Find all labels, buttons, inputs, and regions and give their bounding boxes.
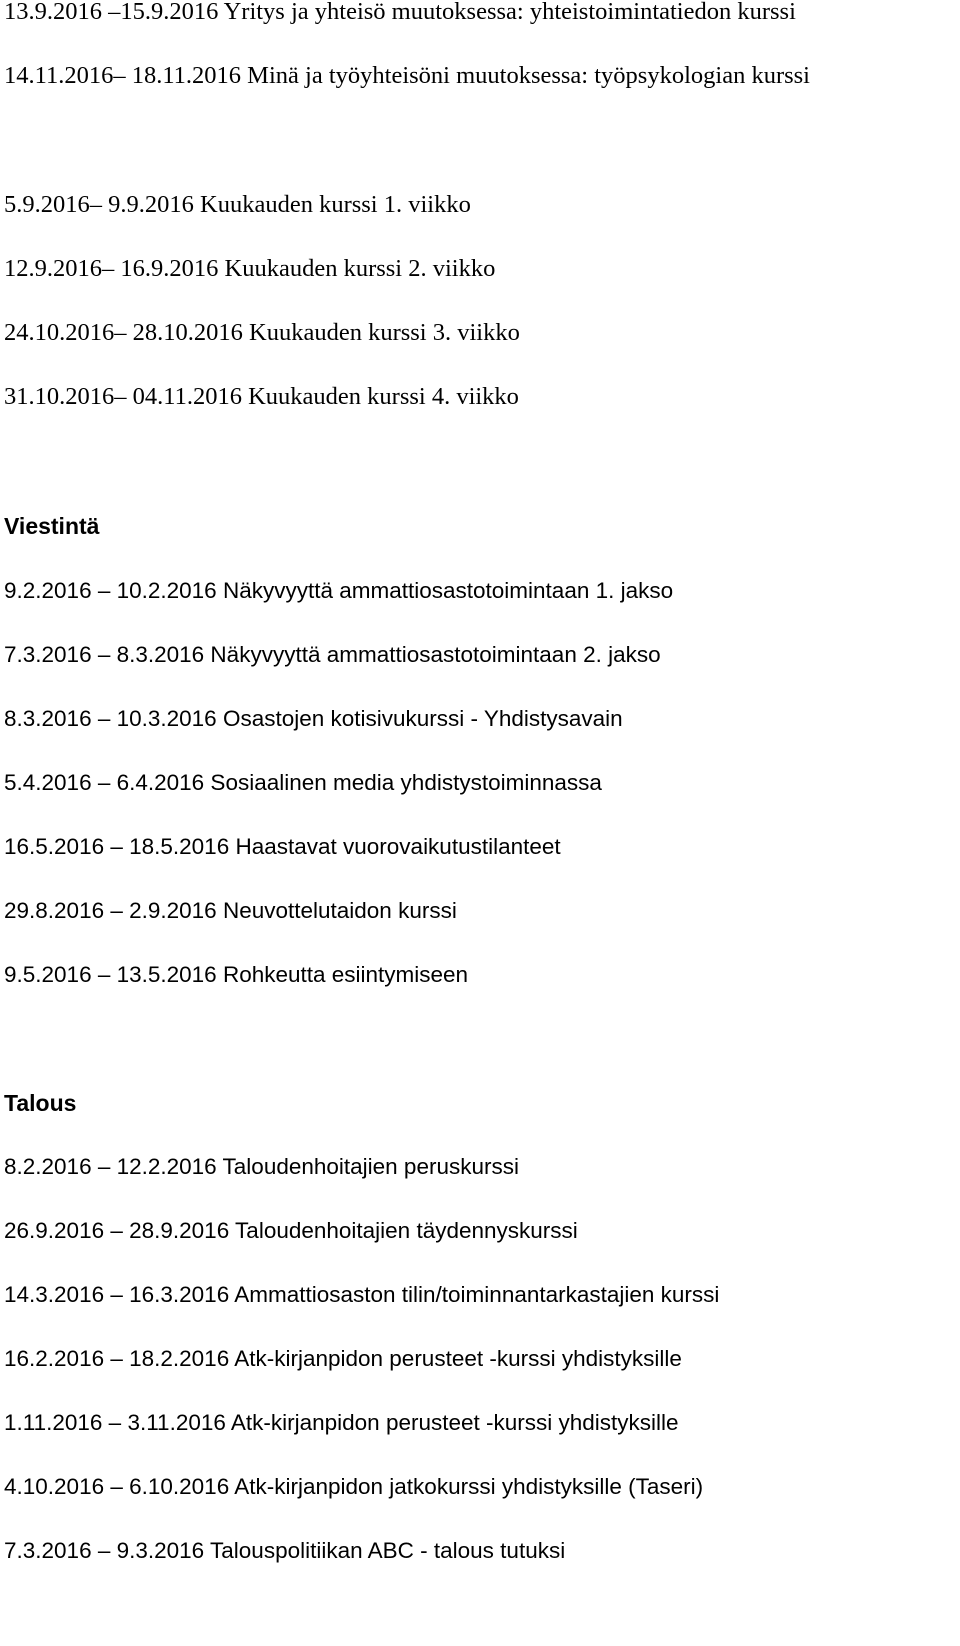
course-line: 29.8.2016 – 2.9.2016 Neuvottelutaidon kurssi	[4, 898, 457, 923]
course-line: 5.4.2016 – 6.4.2016 Sosiaalinen media yhdistystoiminnassa	[4, 770, 602, 795]
course-line: 24.10.2016– 28.10.2016 Kuukauden kurssi 3. viikko	[4, 319, 520, 346]
course-line: 16.5.2016 – 18.5.2016 Haastavat vuorovaikutustilanteet	[4, 834, 561, 859]
section-heading-viestinta: Viestintä	[4, 513, 100, 539]
course-line: 9.5.2016 – 13.5.2016 Rohkeutta esiintymiseen	[4, 962, 469, 987]
course-line: 26.9.2016 – 28.9.2016 Taloudenhoitajien täydennyskurssi	[4, 1218, 578, 1243]
course-line: 14.11.2016– 18.11.2016 Minä ja työyhteisöni muutoksessa: työpsykologian kurssi	[4, 62, 810, 89]
course-line: 14.3.2016 – 16.3.2016 Ammattiosaston tilin/toiminnantarkastajien kurssi	[4, 1282, 720, 1307]
course-line: 4.10.2016 – 6.10.2016 Atk-kirjanpidon jatkokurssi yhdistyksille (Taseri)	[4, 1474, 704, 1499]
course-line: 7.3.2016 – 8.3.2016 Näkyvyyttä ammattiosastotoimintaan 2. jakso	[4, 642, 661, 667]
course-line: 12.9.2016– 16.9.2016 Kuukauden kurssi 2. viikko	[4, 255, 496, 282]
course-line: 8.3.2016 – 10.3.2016 Osastojen kotisivukurssi - Yhdistysavain	[4, 706, 623, 731]
course-line: 31.10.2016– 04.11.2016 Kuukauden kurssi 4. viikko	[4, 383, 519, 410]
course-line: 16.2.2016 – 18.2.2016 Atk-kirjanpidon perusteet -kurssi yhdistyksille	[4, 1346, 682, 1371]
section-heading-talous: Talous	[4, 1090, 77, 1116]
course-line: 1.11.2016 – 3.11.2016 Atk-kirjanpidon perusteet -kurssi yhdistyksille	[4, 1410, 679, 1435]
course-line: 7.3.2016 – 9.3.2016 Talouspolitiikan ABC - talous tutuksi	[4, 1538, 566, 1563]
course-line: 8.2.2016 – 12.2.2016 Taloudenhoitajien peruskurssi	[4, 1154, 519, 1179]
course-line: 13.9.2016 –15.9.2016 Yritys ja yhteisö muutoksessa: yhteistoimintatiedon kurssi	[4, 0, 796, 25]
course-line: 5.9.2016– 9.9.2016 Kuukauden kurssi 1. viikko	[4, 191, 471, 218]
course-line: 9.2.2016 – 10.2.2016 Näkyvyyttä ammattiosastotoimintaan 1. jakso	[4, 578, 674, 603]
